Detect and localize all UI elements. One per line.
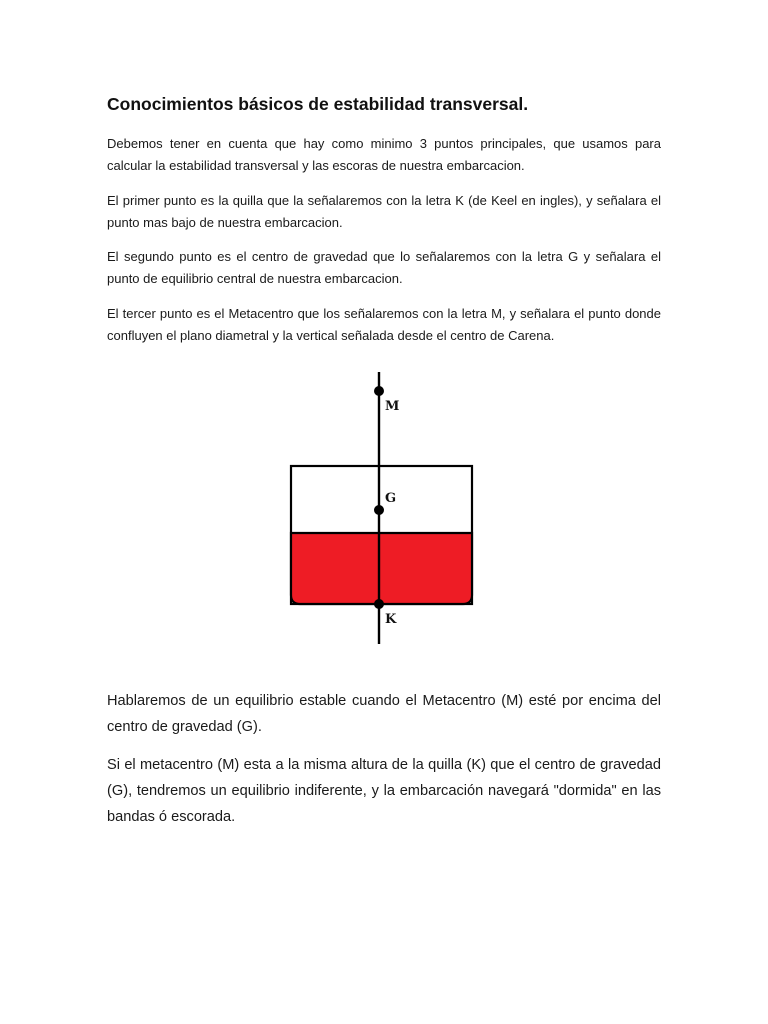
stability-diagram-svg	[280, 368, 490, 650]
page-title: Conocimientos básicos de estabilidad transversal.	[107, 94, 529, 114]
gravity-center-label: G	[385, 491, 397, 506]
paragraph-keel: El primer punto es la quilla que la señalaremos con la letra K (de Keel en ingles), y señalara el punto mas bajo de nuestra embarcacion.	[107, 193, 661, 230]
metacenter-label: M	[385, 399, 400, 414]
paragraph-intro: Debemos tener en cuenta que hay como minimo 3 puntos principales, que usamos para calcular la estabilidad transversal y las escoras de nuestra embarcacion.	[107, 136, 661, 173]
submerged-area	[291, 533, 472, 604]
paragraph-indifferent-equilibrium: Si el metacentro (M) esta a la misma altura de la quilla (K) que el centro de gravedad (G), tendremos un equilibrio indiferente, y la embarcación navegará "dormida" en las bandas ó escorada.	[107, 757, 661, 825]
paragraph-stable-equilibrium: Hablaremos de un equilibrio estable cuando el Metacentro (M) esté por encima del centro de gravedad (G).	[107, 693, 661, 735]
paragraph-metacenter: El tercer punto es el Metacentro que los señalaremos con la letra M, y señalara el punto donde confluyen el plano diametral y la vertical señalada desde el centro de Carena.	[107, 306, 661, 343]
gravity-center-point	[374, 505, 384, 515]
metacenter-point	[374, 386, 384, 396]
stability-diagram	[280, 368, 490, 650]
keel-label: K	[385, 612, 397, 627]
keel-point	[374, 599, 384, 609]
paragraph-gravity-center: El segundo punto es el centro de gravedad que lo señalaremos con la letra G y señalara el punto de equilibrio central de nuestra embarcacion.	[107, 249, 661, 286]
